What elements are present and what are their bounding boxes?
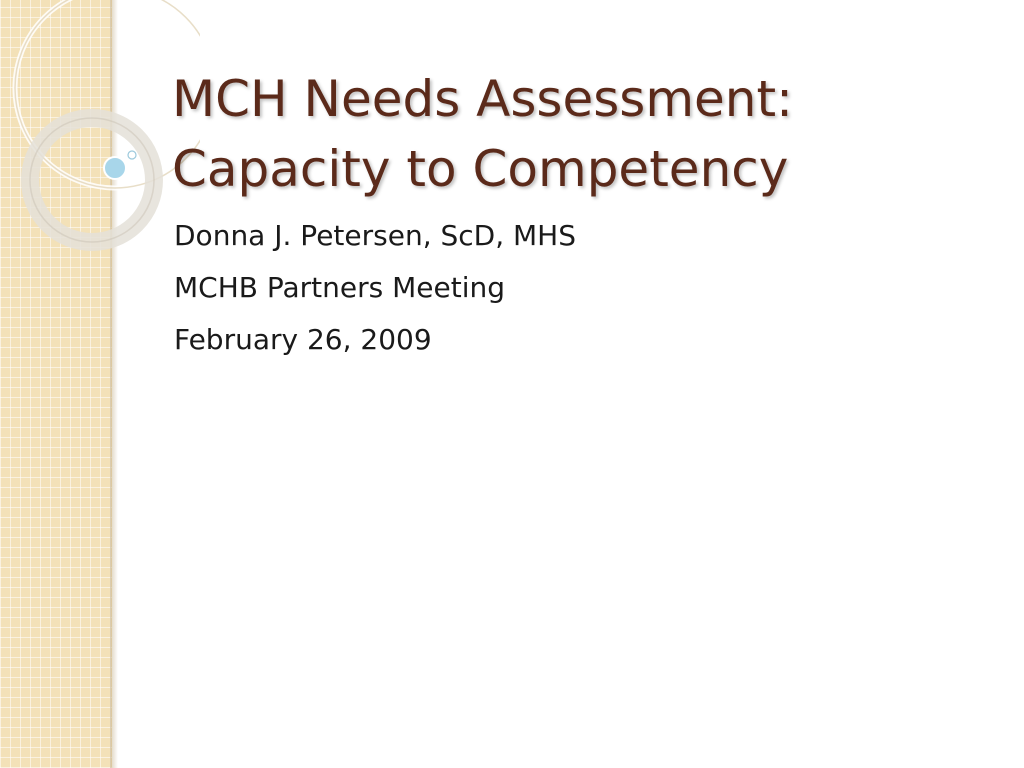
small-dot-shape [128, 151, 136, 159]
title-line-2: Capacity to Competency [172, 140, 789, 198]
meeting-date: February 26, 2009 [174, 323, 432, 356]
meeting-name: MCHB Partners Meeting [174, 271, 506, 304]
decorative-circles [0, 0, 200, 300]
title-line-1: MCH Needs Assessment: [172, 70, 793, 128]
thick-ring-outline-shape [30, 118, 154, 242]
blue-dot-shape [104, 157, 126, 179]
slide-title [172, 64, 992, 204]
presenter-name: Donna J. Petersen, ScD, MHS [174, 219, 577, 252]
subtitle-list [174, 210, 974, 366]
